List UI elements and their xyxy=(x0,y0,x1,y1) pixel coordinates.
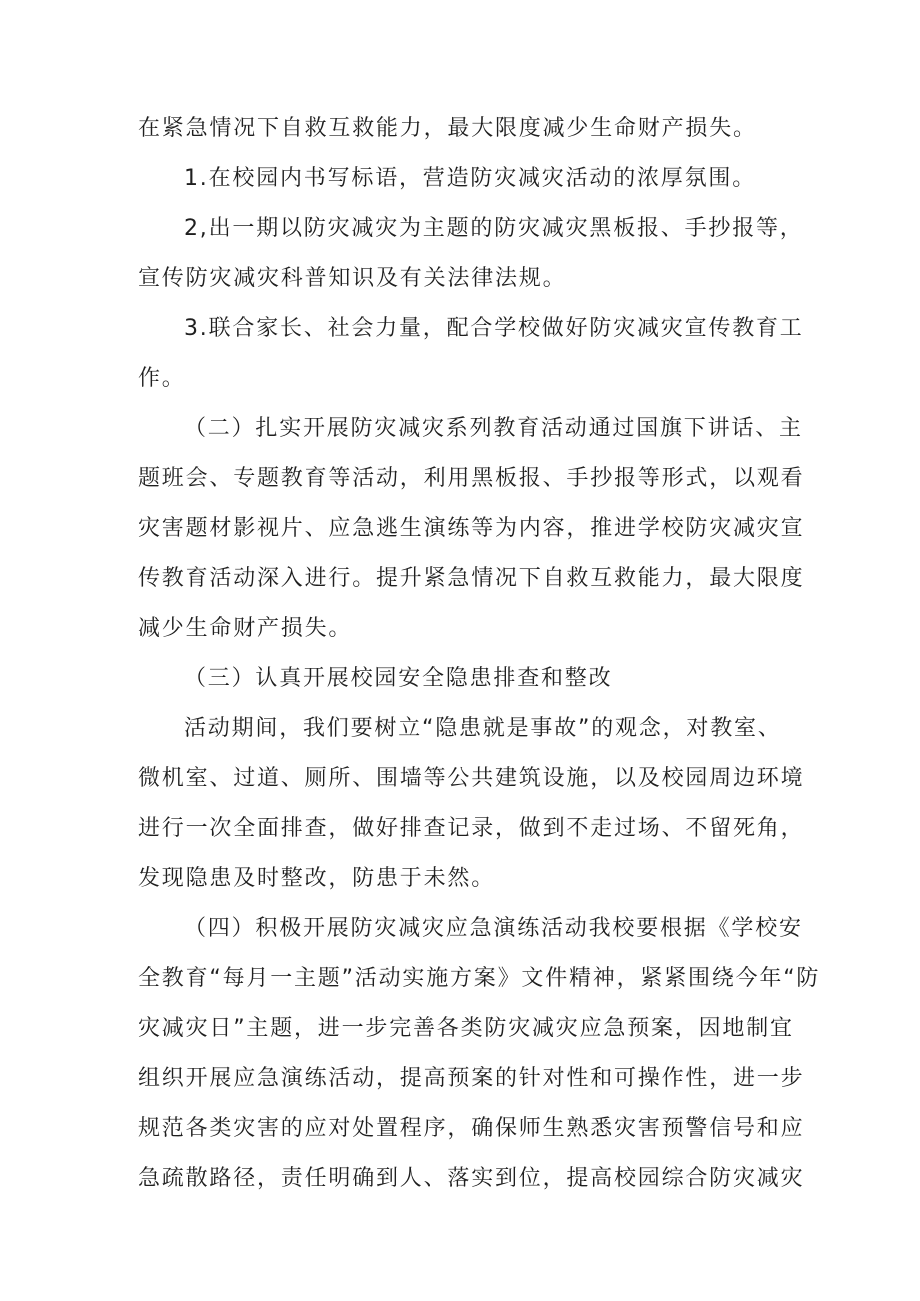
line-text: 进行一次全面排查，做好排查记录，做到不走过场、不留死角， xyxy=(138,816,805,841)
line-text: 题班会、专题教育等活动，利用黑板报、手抄报等形式，以观看 xyxy=(138,466,805,491)
text-line xyxy=(0,408,920,458)
text-line xyxy=(0,958,920,1008)
text-line xyxy=(0,858,920,908)
text-line xyxy=(0,558,920,608)
text-line xyxy=(0,1158,920,1208)
line-text: 在紧急情况下自救互救能力，最大限度减少生命财产损失。 xyxy=(138,116,757,141)
text-line xyxy=(0,358,920,408)
text-line xyxy=(0,1058,920,1108)
line-text: 1.在校园内书写标语，营造防灾减灾活动的浓厚氛围。 xyxy=(184,166,756,191)
line-text: （三）认真开展校园安全隐患排查和整改 xyxy=(184,666,613,691)
text-line xyxy=(0,458,920,508)
line-text: 微机室、过道、厕所、围墙等公共建筑设施，以及校园周边环境 xyxy=(138,766,805,791)
text-line xyxy=(0,908,920,958)
line-text: 活动期间，我们要树立“隐患就是事故”的观念，对教室、 xyxy=(184,716,782,741)
text-line xyxy=(0,808,920,858)
line-text: 传教育活动深入进行。提升紧急情况下自救互救能力，最大限度 xyxy=(138,566,805,591)
line-text: 2,出一期以防灾减灾为主题的防灾减灾黑板报、手抄报等， xyxy=(184,216,804,241)
line-text: 减少生命财产损失。 xyxy=(138,616,353,641)
text-line xyxy=(0,308,920,358)
line-text: 发现隐患及时整改，防患于未然。 xyxy=(138,866,496,891)
line-text: 灾害题材影视片、应急逃生演练等为内容，推进学校防灾减灾宣 xyxy=(138,516,805,541)
line-text: 3.联合家长、社会力量，配合学校做好防灾减灾宣传教育工 xyxy=(184,316,804,341)
text-line xyxy=(0,658,920,708)
text-line xyxy=(0,258,920,308)
text-line xyxy=(0,708,920,758)
text-line xyxy=(0,208,920,258)
text-line xyxy=(0,108,920,158)
text-line xyxy=(0,1008,920,1058)
text-line xyxy=(0,758,920,808)
line-text: 宣传防灾减灾科普知识及有关法律法规。 xyxy=(138,266,567,291)
text-line xyxy=(0,608,920,658)
line-text: 急疏散路径，责任明确到人、落实到位，提高校园综合防灾减灾 xyxy=(138,1166,805,1191)
line-text: （二）扎实开展防灾减灾系列教育活动通过国旗下讲话、主 xyxy=(184,416,803,441)
line-text: （四）积极开展防灾减灾应急演练活动我校要根据《学校安 xyxy=(184,916,803,941)
line-text: 灾减灾日”主题，进一步完善各类防灾减灾应急预案，因地制宜 xyxy=(138,1016,794,1041)
text-line xyxy=(0,158,920,208)
line-text: 组织开展应急演练活动，提高预案的针对性和可操作性，进一步 xyxy=(138,1066,805,1091)
line-text: 全教育“每月一主题”活动实施方案》文件精神，紧紧围绕今年“防 xyxy=(138,966,821,991)
text-line xyxy=(0,508,920,558)
line-text: 作。 xyxy=(138,366,186,391)
text-line xyxy=(0,1108,920,1158)
line-text: 规范各类灾害的应对处置程序，确保师生熟悉灾害预警信号和应 xyxy=(138,1116,805,1141)
